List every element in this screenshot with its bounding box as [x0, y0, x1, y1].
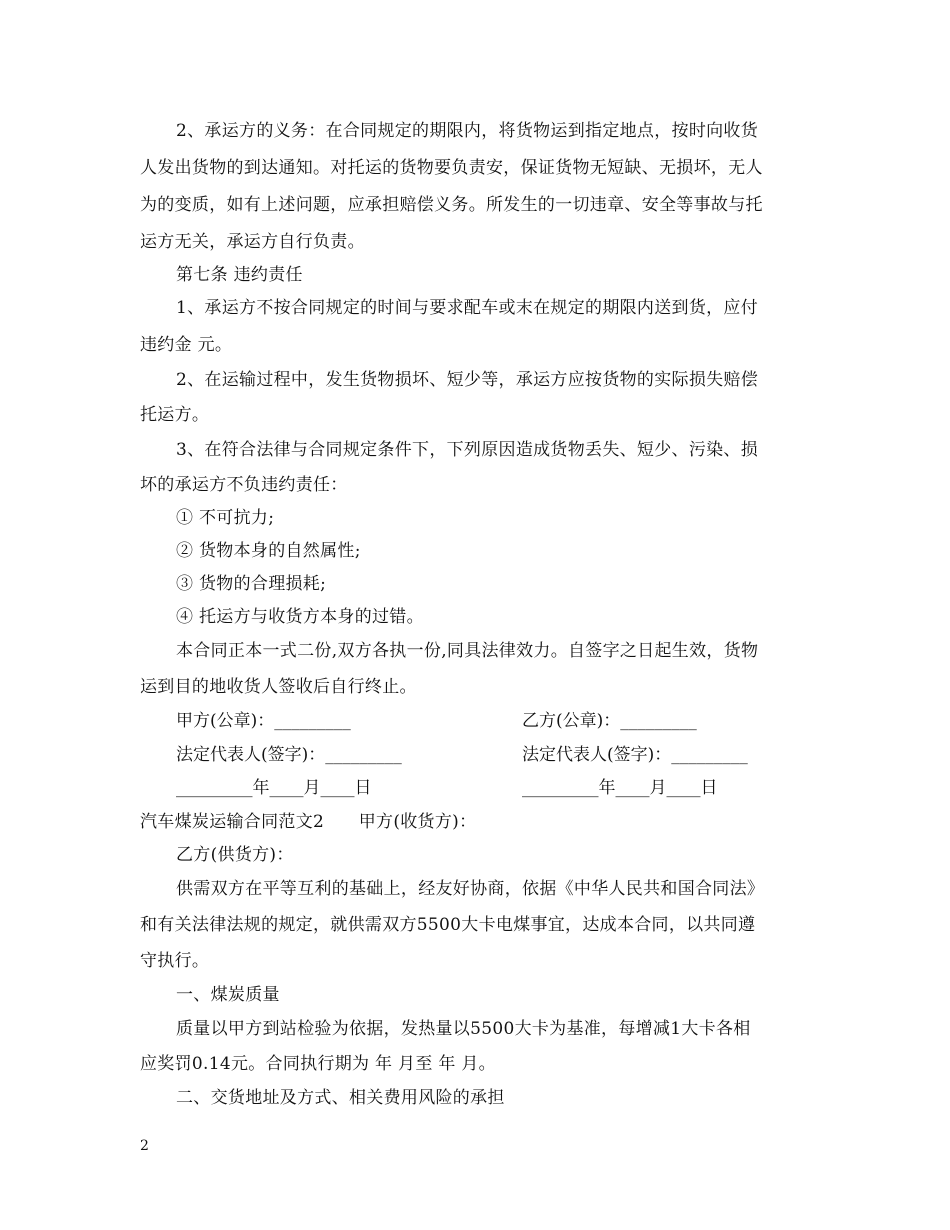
party-b-representative: 法定代表人(签字)：_________: [522, 745, 748, 765]
section-heading: 第七条 违约责任: [176, 265, 303, 285]
paragraph-line: 和有关法律法规的规定，就供需双方5500大卡电煤事宜，达成本合同，以共同遵: [140, 915, 756, 935]
paragraph-line: 2、承运方的义务：在合同规定的期限内，将货物运到指定地点，按时向收货: [176, 121, 759, 141]
paragraph-line: 本合同正本一式二份,双方各执一份,同具法律效力。自签字之日起生效，货物: [176, 641, 759, 661]
list-item: ③ 货物的合理损耗;: [176, 574, 327, 594]
paragraph-line: 坏的承运方不负违约责任：: [140, 475, 348, 495]
contract-title: 汽车煤炭运输合同范文2 甲方(收货方)：: [140, 812, 477, 832]
section-heading: 二、交货地址及方式、相关费用风险的承担: [176, 1088, 505, 1108]
party-b-date: _________年____月____日: [522, 778, 718, 798]
party-a-date: _________年____月____日: [176, 778, 372, 798]
paragraph-line: 守执行。: [140, 951, 210, 971]
paragraph-line: 1、承运方不按合同规定的时间与要求配车或末在规定的期限内送到货，应付: [176, 298, 759, 318]
paragraph-line: 托运方。: [140, 405, 210, 425]
paragraph-line: 质量以甲方到站检验为依据，发热量以5500大卡为基准，每增减1大卡各相: [176, 1019, 751, 1039]
party-a-representative: 法定代表人(签字)：_________: [176, 745, 402, 765]
party-a-seal: 甲方(公章)：_________: [176, 711, 351, 731]
list-item: ④ 托运方与收货方本身的过错。: [176, 607, 424, 627]
party-b-seal: 乙方(公章)：_________: [522, 711, 697, 731]
paragraph-line: 为的变质，如有上述问题，应承担赔偿义务。所发生的一切违章、安全等事故与托: [140, 195, 763, 215]
paragraph-line: 3、在符合法律与合同规定条件下，下列原因造成货物丢失、短少、污染、损: [176, 440, 759, 460]
paragraph-line: 运方无关，承运方自行负责。: [140, 232, 365, 252]
page-number: 2: [140, 1138, 149, 1154]
paragraph-line: 供需双方在平等互利的基础上，经友好协商，依据《中华人民共和国合同法》: [176, 879, 765, 899]
list-item: ② 货物本身的自然属性;: [176, 541, 361, 561]
paragraph-line: 2、在运输过程中，发生货物损坏、短少等，承运方应按货物的实际损失赔偿: [176, 370, 759, 390]
paragraph-line: 违约金 元。: [140, 335, 233, 355]
paragraph-line: 人发出货物的到达通知。对托运的货物要负责安，保证货物无短缺、无损坏，无人: [140, 158, 763, 178]
list-item: ① 不可抗力;: [176, 508, 275, 528]
paragraph-line: 乙方(供货方)：: [176, 845, 294, 865]
paragraph-line: 应奖罚0.14元。合同执行期为 年 月至 年 月。: [140, 1054, 496, 1074]
section-heading: 一、煤炭质量: [176, 985, 280, 1005]
paragraph-line: 运到目的地收货人签收后自行终止。: [140, 677, 417, 697]
